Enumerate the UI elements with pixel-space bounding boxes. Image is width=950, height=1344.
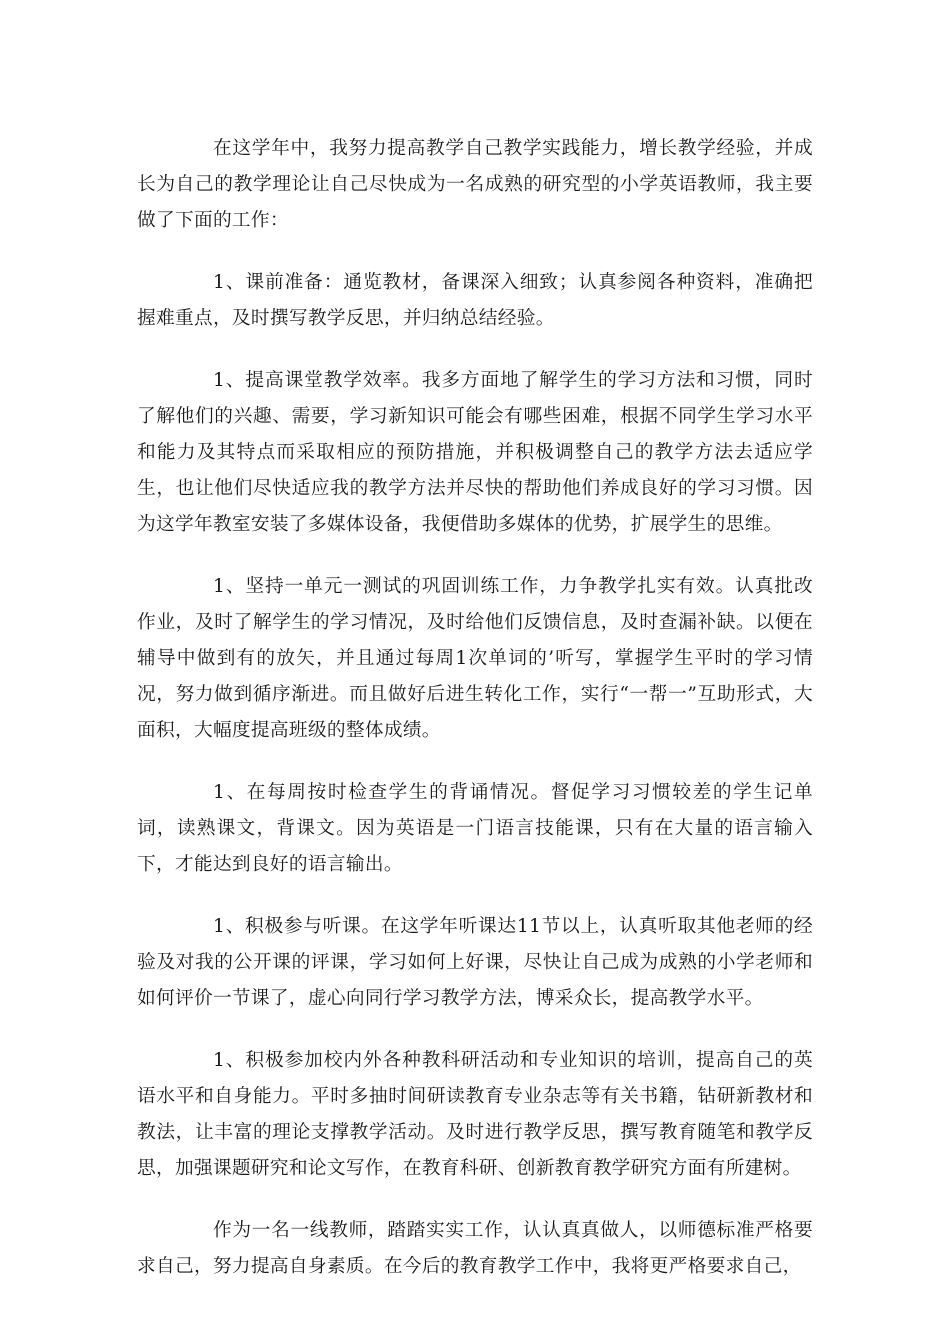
paragraph-classroom-efficiency: 1、提高课堂教学效率。我多方面地了解学生的学习方法和习惯，同时了解他们的兴趣、需要，学习新知识可能会有哪些困难，根据不同学生学习水平和能力及其特点而采取相应的预防措施，并积极调整自己的教学方法去适应学生，也让他们尽快适应我的教学方法并尽快的帮助他们养成良好的学习习惯。因为这学年教室安装了多媒体设备，我便借助多媒体的优势，扩展学生的思维。 bbox=[137, 370, 813, 535]
paragraph-intro: 在这学年中，我努力提高教学自己教学实践能力，增长教学经验，并成长为自己的教学理论让自己尽快成为一名成熟的研究型的小学英语教师，我主要做了下面的工作： bbox=[137, 138, 813, 231]
paragraph-unit-tests: 1、坚持一单元一测试的巩固训练工作，力争教学扎实有效。认真批改作业，及时了解学生的学习情况，及时给他们反馈信息，及时查漏补缺。以便在辅导中做到有的放矢，并且通过每周1次单词的’听写，掌握学生平时的学习情况，努力做到循序渐进。而且做好后进生转化工作，实行“一帮一”互助形式，大面积，大幅度提高班级的整体成绩。 bbox=[137, 576, 814, 741]
paragraph-research-activities: 1、积极参加校内外各种教科研活动和专业知识的培训，提高自己的英语水平和自身能力。平时多抽时间研读教育专业杂志等有关书籍，钻研新教材和教法，让丰富的理论支撑教学活动。及时进行教学反思，撰写教育随笔和教学反思，加强课题研究和论文写作，在教育科研、创新教育教学研究方面有所建树。 bbox=[137, 1050, 813, 1179]
paragraph-recitation-check: 1、在每周按时检查学生的背诵情况。督促学习习惯较差的学生记单词，读熟课文，背课文。因为英语是一门语言技能课，只有在大量的语言输入下，才能达到良好的语言输出。 bbox=[137, 782, 813, 875]
paragraph-lesson-observation: 1、积极参与听课。在这学年听课达11节以上，认真听取其他老师的经验及对我的公开课的评课，学习如何上好课，尽快让自己成为成熟的小学老师和如何评价一节课了，虚心向同行学习教学方法，博采众长，提高教学水平。 bbox=[137, 916, 813, 1009]
document-body bbox=[137, 131, 813, 1311]
paragraph-conclusion: 作为一名一线教师，踏踏实实工作，认认真真做人，以师德标准严格要求自己，努力提高自身素质。在今后的教育教学工作中，我将更严格要求自己， bbox=[137, 1220, 813, 1277]
paragraph-lesson-preparation: 1、课前准备：通览教材，备课深入细致；认真参阅各种资料，准确把握难重点，及时撰写教学反思，并归纳总结经验。 bbox=[137, 272, 813, 329]
